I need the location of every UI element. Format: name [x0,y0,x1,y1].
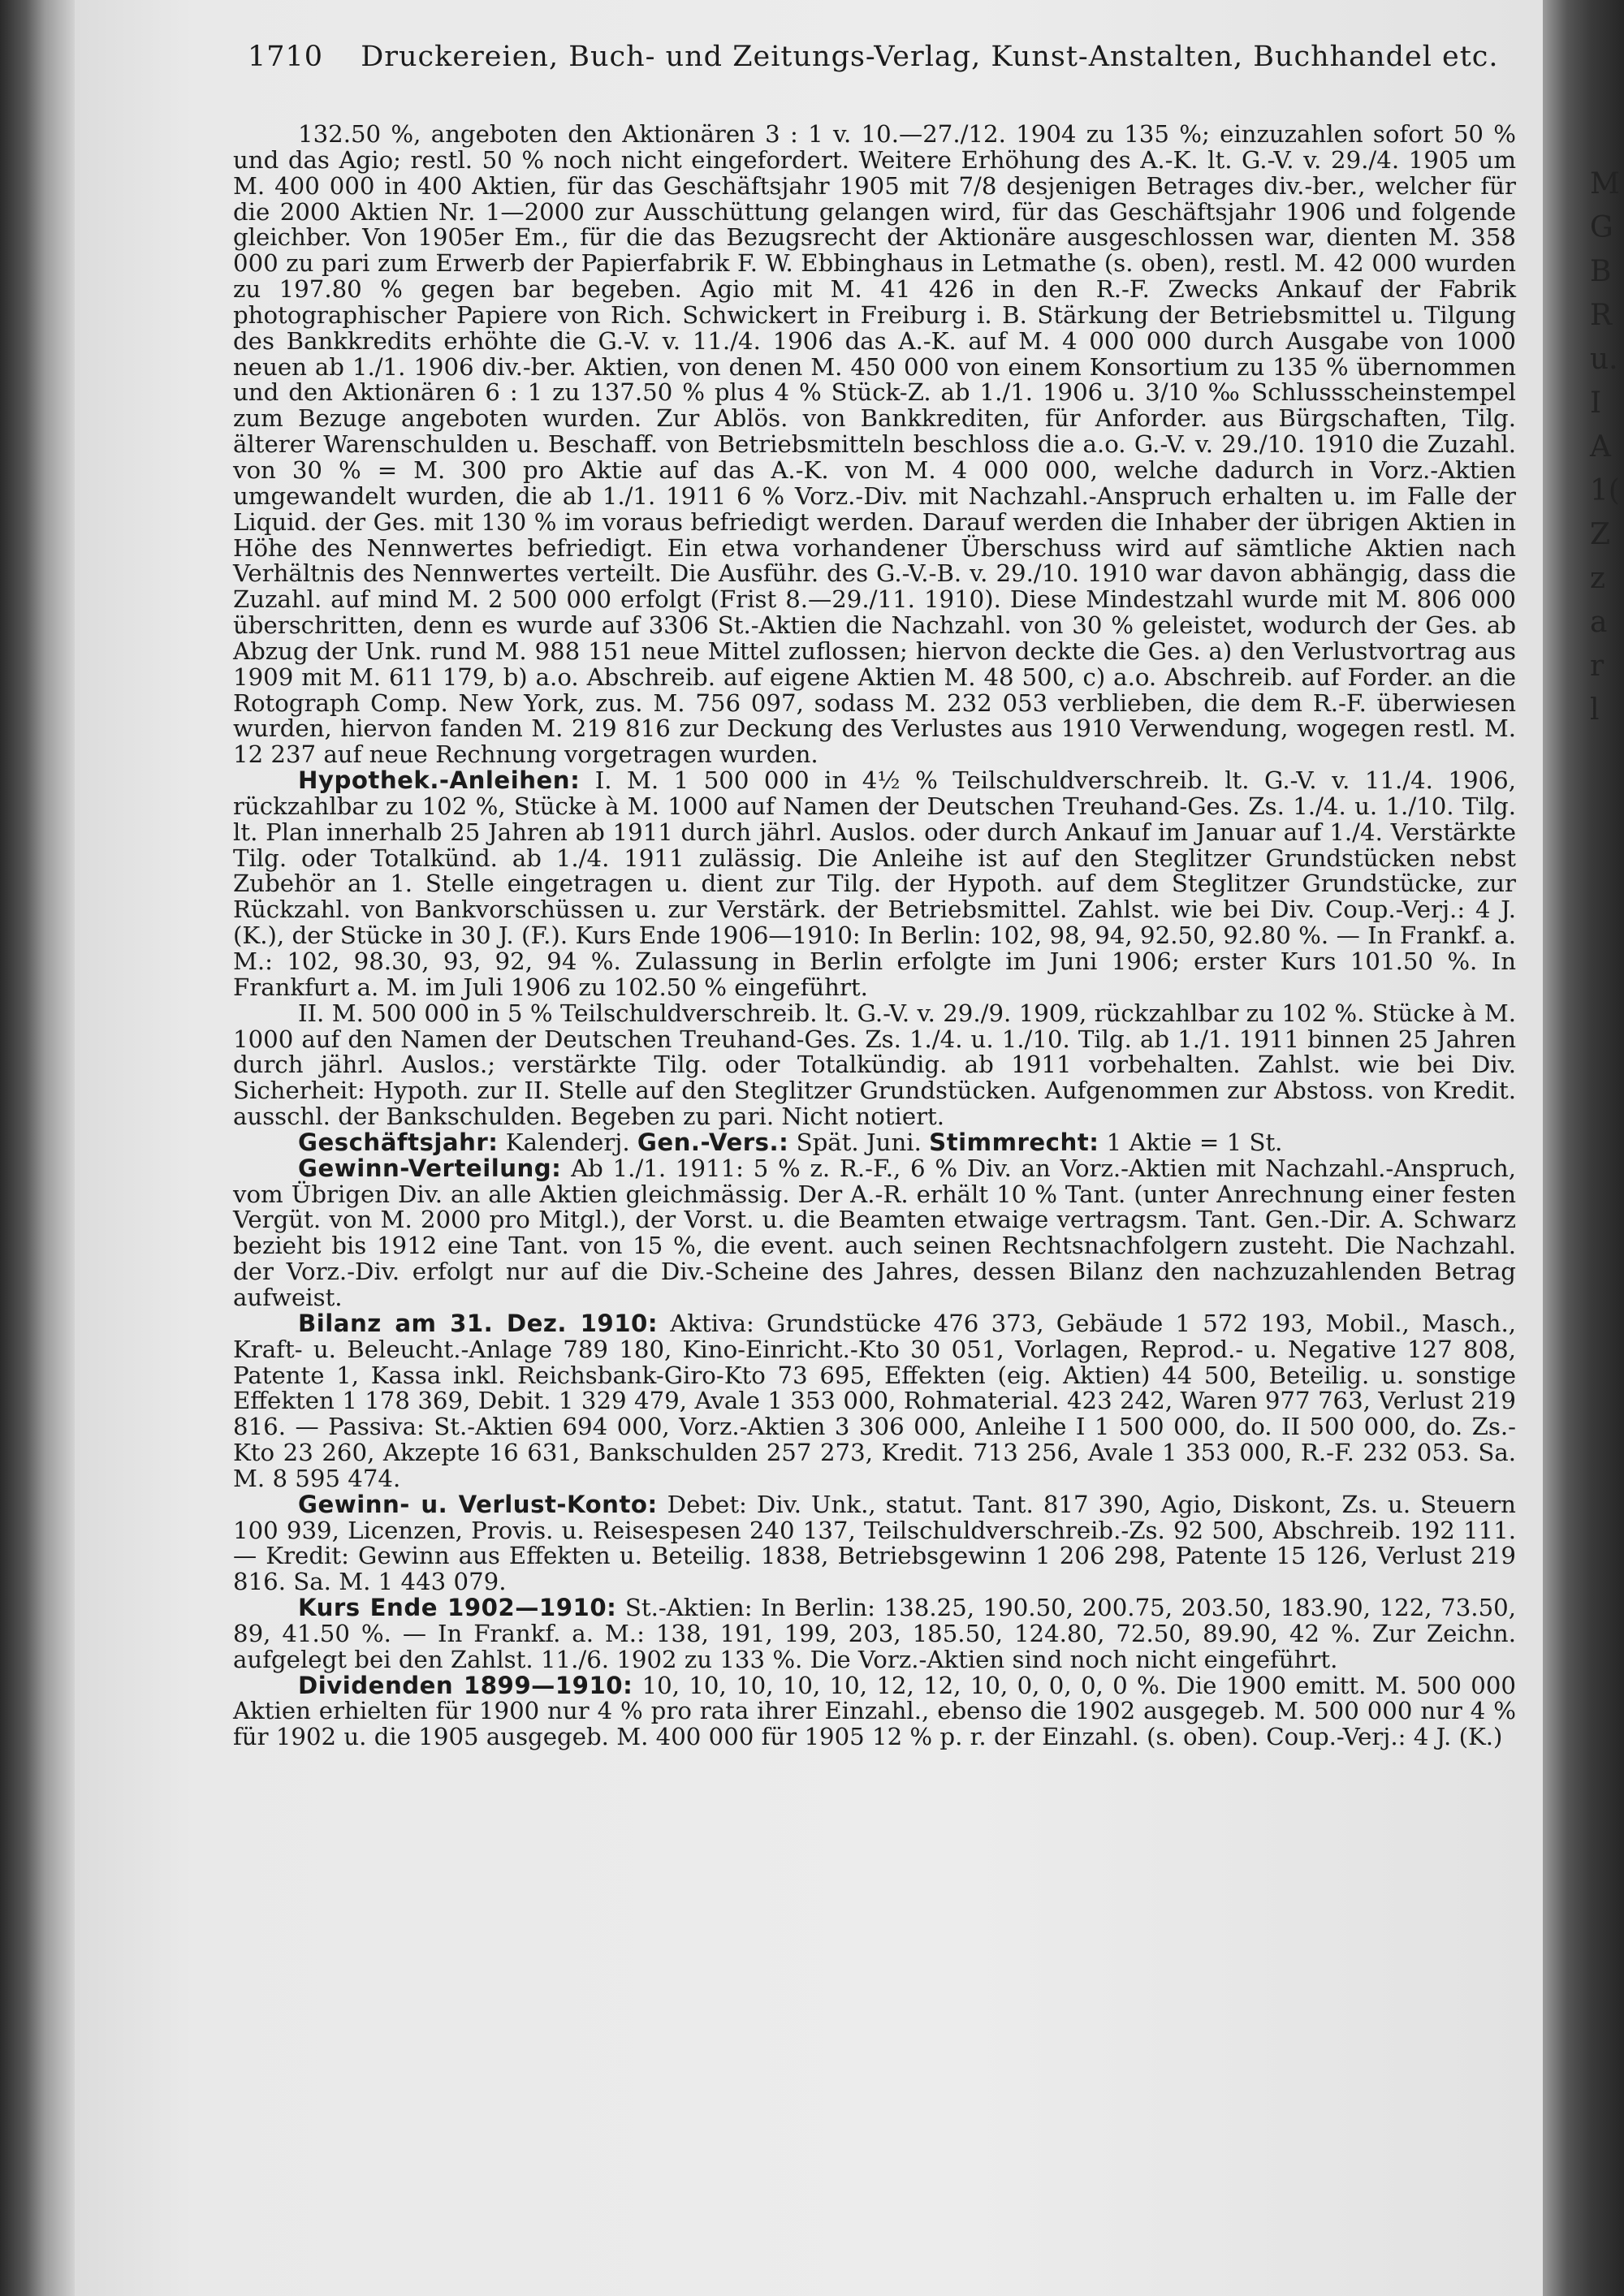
next-page-fragment: r [1590,650,1605,683]
paragraph-text: 132.50 %, angeboten den Aktionären 3 : 1 v. 10.—27./12. 1904 zu 135 %; einzuzahlen sofort 50 % und das Agio; restl. 50 % noch nicht eingefordert. Weitere Erhöhung des A.-K. lt. G.-V. v. 29./4. 1905 um M. 400 000 in 400 Aktien, für das Geschäftsjahr 1905 mit 7/8 desjenigen Betrages div.-ber., welcher für die 2000 Aktien Nr. 1—2000 zur Ausschüttung gelangen wird, für das Geschäftsjahr 1906 und folgende gleichber. Von 1905er Em., für die das Bezugsrecht der Aktionäre ausgeschlossen war, dienten M. 358 000 zu pari zum Erwerb der Papierfabrik F. W. Ebbinghaus in Letmathe (s. oben), restl. M. 42 000 wurden zu 197.80 % gegen bar begeben. Agio mit M. 41 426 in den R.-F. Zwecks Ankauf der Fabrik photographischer Papiere von Rich. Schwickert in Freiburg i. B. Stärkung der Betriebsmittel u. Tilgung des Bankkredits erhöhte die G.-V. v. 11./4. 1906 das A.-K. auf M. 4 000 000 durch Ausgabe von 1000 neuen ab 1./1. 1906 div.-ber. Aktien, von denen M. 450 000 von einem Konsortium zu 135 % übernommen und den Aktionären 6 : 1 zu 137.50 % plus 4 % Stück-Z. ab 1./1. 1906 u. 3/10 ‰ Schlussscheinstempel zum Bezuge angeboten wurden. Zur Ablös. von Bankkrediten, für Anforder. aus Bürgschaften, Tilg. älterer Warenschulden u. Beschaff. von Betriebsmitteln beschloss die a.o. G.-V. v. 29./10. 1910 die Zuzahl. von 30 % = M. 300 pro Aktie auf das A.-K. von M. 4 000 000, welche dadurch in Vorz.-Aktien umgewandelt wurden, die ab 1./1. 1911 6 % Vorz.-Div. mit Nachzahl.-Anspruch erhalten u. im Falle der Liquid. der Ges. mit 130 % im voraus befriedigt werden. Darauf werden die Inhaber der übrigen Aktien in Höhe des Nennwertes befriedigt. Ein etwa vorhandener Überschuss wird auf sämtliche Aktien nach Verhältnis des Nennwertes verteilt. Die Ausführ. des G.-V.-B. v. 29./10. 1910 war davon abhängig, dass die Zuzahl. auf mind M. 2 500 000 erfolgt (Frist 8.—29./11. 1910). Diese Mindestzahl wurde mit M. 806 000 überschritten, denn es wurde auf 3306 St.-Aktien die Nachzahl. von 30 % geleistet, wodurch der Ges. ab Abzug der Unk. rund M. 988 151 neue Mittel zuflossen; hiervon deckte die Ges. a) den Verlustvortrag aus 1909 mit M. 611 179, b) a.o. Abschreib. auf eigene Aktien M. 48 500, c) a.o. Abschreib. auf Forder. an die Rotograph Comp. New York, zus. M. 756 097, sodass M. 232 053 verblieben, die dem R.-F. überwiesen wurden, hiervon fanden M. 219 816 zur Deckung des Verlustes aus 1910 Verwendung, wogegen restl. M. 12 237 auf neue Rechnung vorgetragen wurden. [233,120,1516,769]
next-page-fragment: a [1590,606,1608,639]
next-page-fragment: Z [1590,518,1611,551]
next-page-fragments [1590,162,1622,732]
paragraph-gewinn-verlust-konto [233,1492,1516,1595]
next-page-fragment: B [1590,255,1612,288]
paragraph-text: Ab 1./1. 1911: 5 % z. R.-F., 6 % Div. an Vorz.-Aktien mit Nachzahl.-Anspruch, vom Übrigen Div. an alle Aktien gleichmässig. Der A.-R. erhält 10 % Tant. (unter Anrechnung einer festen Vergüt. von M. 2000 pro Mitgl.), der Vorst. u. die Beamten etwaige vertragsm. Tant. Gen.-Dir. A. Schwarz bezieht bis 1912 eine Tant. von 15 %, die event. auch seinen Rechtsnachfolgern zusteht. Die Nachzahl. der Vorz.-Div. erfolgt nur auf die Div.-Scheine des Jahres, dessen Bilanz den nachzuzahlenden Betrag aufweist. [233,1154,1516,1311]
paragraph-bilanz [233,1311,1516,1492]
paragraph-text: I. M. 1 500 000 in 4½ % Teilschuldverschreib. lt. G.-V. v. 11./4. 1906, rückzahlbar zu 102 %, Stücke à M. 1000 auf Namen der Deutschen Treuhand-Ges. Zs. 1./4. u. 1./10. Tilg. lt. Plan innerhalb 25 Jahren ab 1911 durch jährl. Auslos. oder durch Ankauf im Januar auf 1./4. Verstärkte Tilg. oder Totalkünd. ab 1./4. 1911 zulässig. Die Anleihe ist auf den Steglitzer Grundstücken nebst Zubehör an 1. Stelle eingetragen u. dient zur Tilg. der Hypoth. auf dem Steglitzer Grundstücke, zur Rückzahl. von Bankvorschüssen u. zur Verstärk. der Betriebsmittel. Zahlst. wie bei Div. Coup.-Verj.: 4 J. (K.), der Stücke in 30 J. (F.). Kurs Ende 1906—1910: In Berlin: 102, 98, 94, 92.50, 92.80 %. — In Frankf. a. M.: 102, 98.30, 93, 92, 94 %. Zulassung in Berlin erfolgte im Juni 1906; erster Kurs 101.50 %. In Frankfurt a. M. im Juli 1906 zu 102.50 % eingeführt. [233,766,1516,1001]
running-title: Druckereien, Buch- und Zeitungs-Verlag, Kunst-Anstalten, Buchhandel etc. [361,41,1499,73]
next-page-fragment: l [1590,693,1600,727]
page-number: 1710 [248,41,324,73]
paragraph-heading: Kurs Ende 1902—1910: [298,1594,617,1622]
paragraph-heading: Hypothek.-Anleihen: [298,766,581,795]
next-page-fragment: z [1590,562,1605,595]
paragraph-heading: Bilanz am 31. Dez. 1910: [298,1309,659,1337]
paragraph-heading: Dividenden 1899—1910: [298,1671,633,1699]
next-page-fragment: 1( [1590,474,1620,507]
next-page-fragment: A [1590,430,1611,464]
running-header [248,41,1499,73]
scan-edge-left [0,0,75,2296]
next-page-fragment: G [1590,211,1613,244]
paragraph-dividenden [233,1673,1516,1751]
paragraph-geschaeftsjahr [233,1130,1516,1156]
paragraph-capital-history [233,122,1516,768]
paragraph-heading: Gewinn-Verteilung: [298,1154,562,1182]
paragraph-hypothek-anleihen [233,768,1516,1001]
paragraph-heading: Geschäftsjahr: [298,1128,499,1156]
paragraph-text: 10, 10, 10, 10, 10, 12, 12, 10, 0, 0, 0, 0 %. Die 1900 emitt. M. 500 000 Aktien erhielten für 1900 nur 4 % pro rata ihrer Einzahl., ebenso die 1902 ausgegeb. M. 500 000 nur 4 % für 1902 u. die 1905 ausgegeb. M. 400 000 für 1905 12 % p. r. der Einzahl. (s. oben). Coup.-Verj.: 4 J. (K.) [233,1671,1516,1751]
paragraph-gewinn-verteilung [233,1156,1516,1311]
paragraph-text: Aktiva: Grundstücke 476 373, Gebäude 1 572 193, Mobil., Masch., Kraft- u. Beleucht.-Anlage 789 180, Kino-Einricht.-Kto 30 051, Vorlagen, Reprod.- u. Negative 127 808, Patente 1, Kassa inkl. Reichsbank-Giro-Kto 73 695, Effekten (eig. Aktien) 44 500, Beteilig. u. sonstige Effekten 1 178 369, Debit. 1 329 479, Avale 1 353 000, Rohmaterial. 423 242, Waren 977 763, Verlust 219 816. — Passiva: St.-Aktien 694 000, Vorz.-Aktien 3 306 000, Anleihe I 1 500 000, do. II 500 000, do. Zs.-Kto 23 260, Akzepte 16 631, Bankschulden 257 273, Kredit. 713 256, Avale 1 353 000, R.-F. 232 053. Sa. M. 8 595 474. [233,1309,1517,1492]
paragraph-anleihe-ii [233,1001,1516,1130]
paragraph-text: Debet: Div. Unk., statut. Tant. 817 390, Agio, Diskont, Zs. u. Steuern 100 939, Licenzen, Provis. u. Reisespesen 240 137, Teilschuldverschreib.-Zs. 92 500, Abschreib. 192 111. — Kredit: Gewinn aus Effekten u. Beteilig. 1838, Betriebsgewinn 1 206 298, Patente 15 126, Verlust 219 816. Sa. M. 1 443 079. [233,1490,1516,1596]
next-page-fragment: M [1590,167,1620,201]
paragraph-heading: Gewinn- u. Verlust-Konto: [298,1490,658,1518]
next-page-fragment: u. [1590,343,1618,376]
document-body [233,122,1516,1750]
next-page-fragment: R [1590,299,1613,332]
paragraph-kurs-ende [233,1595,1516,1673]
paragraph-text: Kalenderj. Gen.-Vers.: Spät. Juni. Stimmrecht: 1 Aktie = 1 St. [498,1128,1283,1156]
next-page-fragment: I [1590,386,1602,420]
paragraph-text: St.-Aktien: In Berlin: 138.25, 190.50, 200.75, 203.50, 183.90, 122, 73.50, 89, 41.50 %. — In Frankf. a. M.: 138, 191, 199, 203, 185.50, 124.80, 72.50, 89.90, 42 %. Zur Zeichn. aufgelegt bei den Zahlst. 11./6. 1902 zu 133 %. Die Vorz.-Aktien sind noch nicht eingeführt. [233,1594,1516,1673]
paragraph-text: II. M. 500 000 in 5 % Teilschuldverschreib. lt. G.-V. v. 29./9. 1909, rückzahlbar zu 102 %. Stücke à M. 1000 auf den Namen der Deutschen Treuhand-Ges. Zs. 1./4. u. 1./10. Tilg. ab 1./1. 1911 binnen 25 Jahren durch jährl. Auslos.; verstärkte Tilg. oder Totalkündig. ab 1911 vorbehalten. Zahlst. wie bei Div. Sicherheit: Hypoth. zur II. Stelle auf den Steglitzer Grundstücken. Aufgenommen zur Abstoss. von Kredit. ausschl. der Bankschulden. Begeben zu pari. Nicht notiert. [233,999,1516,1131]
